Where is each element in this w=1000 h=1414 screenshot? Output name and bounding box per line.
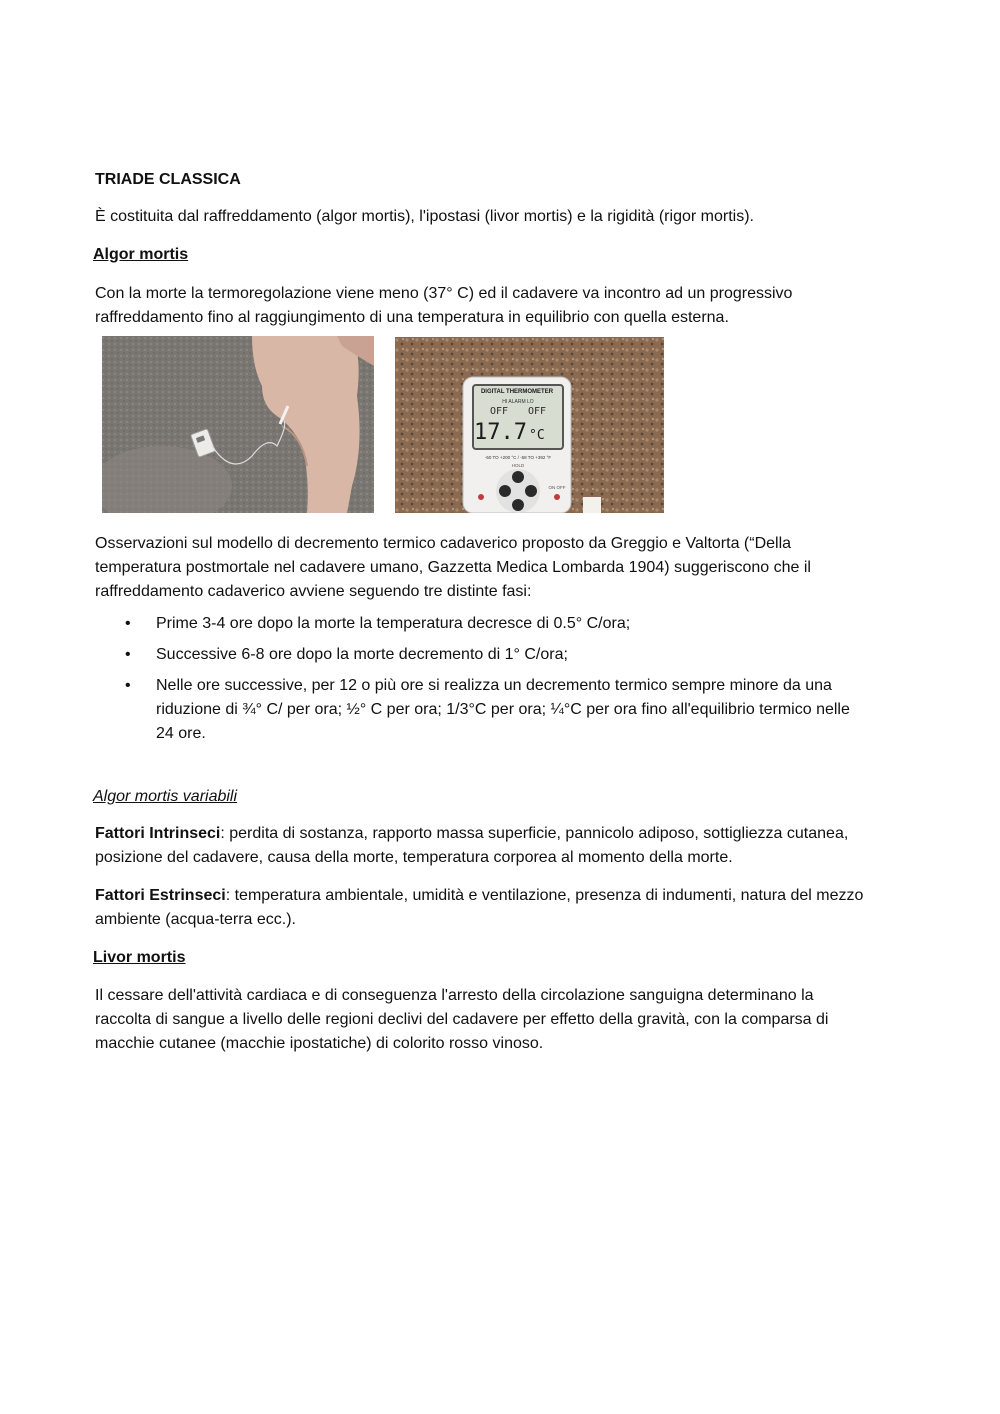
observations-line: temperatura postmortale nel cadavere umano, Gazzetta Medica Lombarda 1904) suggeriscono che il [95,559,811,576]
livor-line: raccolta di sangue a livello delle regioni declivi del cadavere per effetto della gravità, con la comparsa di [95,1011,829,1028]
thermometer-reading: 17.7 [474,420,527,445]
intrinseci-label: Fattori Intrinseci [95,825,221,842]
observations-line: raffreddamento cadaverico avviene seguendo tre distinte fasi: [95,583,532,600]
livor-paragraph [95,984,905,1056]
thermometer-drawing [395,337,664,513]
thermometer-brand: DIGITAL THERMOMETER [480,389,554,395]
livor-line: macchie cutanee (macchie ipostatiche) di colorito rosso vinoso. [95,1035,544,1052]
thermometer-onoff-label: ON OFF [548,485,566,490]
intrinseci-line: posizione del cadavere, causa della morte, temperatura corporea al momento della morte. [95,849,733,866]
phase-text: 24 ore. [156,725,206,742]
intrinseci-line: : perdita di sostanza, rapporto massa superficie, pannicolo adiposo, sottigliezza cutanea, [220,825,849,842]
section-heading: TRIADE CLASSICA [95,171,241,188]
algor-mortis-title: Algor mortis [93,246,189,263]
phase-text: Prime 3-4 ore dopo la morte la temperatura decresce di 0.5° C/ora; [156,615,631,632]
thermometer-unit: °C [529,428,545,443]
algor-paragraph [95,282,905,330]
thermometer-hold-label: HOLD [511,463,525,468]
algor-variabili-title: Algor mortis variabili [93,788,238,805]
list-item [95,674,895,746]
observations-paragraph [95,532,905,604]
photo-digital-thermometer [395,337,664,513]
thermometer-alarm-labels: HI ALARM LO [502,399,534,405]
algor-paragraph-line: Con la morte la termoregolazione viene meno (37° C) ed il cadavere va incontro ad un progressivo [95,285,793,302]
estrinseci-paragraph [95,884,905,932]
intrinseci-paragraph [95,822,905,870]
thermometer-range: -50 TO +200 °C / -58 TO +392 °F [484,455,552,460]
observations-line: Osservazioni sul modello di decremento termico cadaverico proposto da Greggio e Valtorta (“Della [95,535,792,552]
livor-mortis-title: Livor mortis [93,949,186,966]
cooling-phases-list [95,612,895,753]
estrinseci-label: Fattori Estrinseci [95,887,226,904]
thermometer-off-right: OFF [527,406,547,417]
estrinseci-line: ambiente (acqua-terra ecc.). [95,911,296,928]
livor-line: Il cessare dell'attività cardiaca e di conseguenza l'arresto della circolazione sanguigna determinano la [95,987,814,1004]
intro-paragraph: È costituita dal raffreddamento (algor mortis), l'ipostasi (livor mortis) e la rigidità (rigor mortis). [95,208,754,225]
thermometer-off-left: OFF [489,406,509,417]
photo-body-with-probe [102,336,374,513]
phase-text: Successive 6-8 ore dopo la morte decremento di 1° C/ora; [156,646,568,663]
estrinseci-line: : temperatura ambientale, umidità e ventilazione, presenza di indumenti, natura del mezzo [225,887,864,904]
algor-paragraph-line: raffreddamento fino al raggiungimento di una temperatura in equilibrio con quella esterna. [95,309,729,326]
phase-text: riduzione di ¾° C/ per ora; ½° C per ora; 1/3°C per ora; ¼°C per ora fino all'equilibrio termico nelle [156,701,850,718]
list-item [95,643,895,667]
phase-text: Nelle ore successive, per 12 o più ore si realizza un decremento termico sempre minore da una [156,677,832,694]
list-item [95,612,895,636]
photo-body-drawing [102,336,374,513]
